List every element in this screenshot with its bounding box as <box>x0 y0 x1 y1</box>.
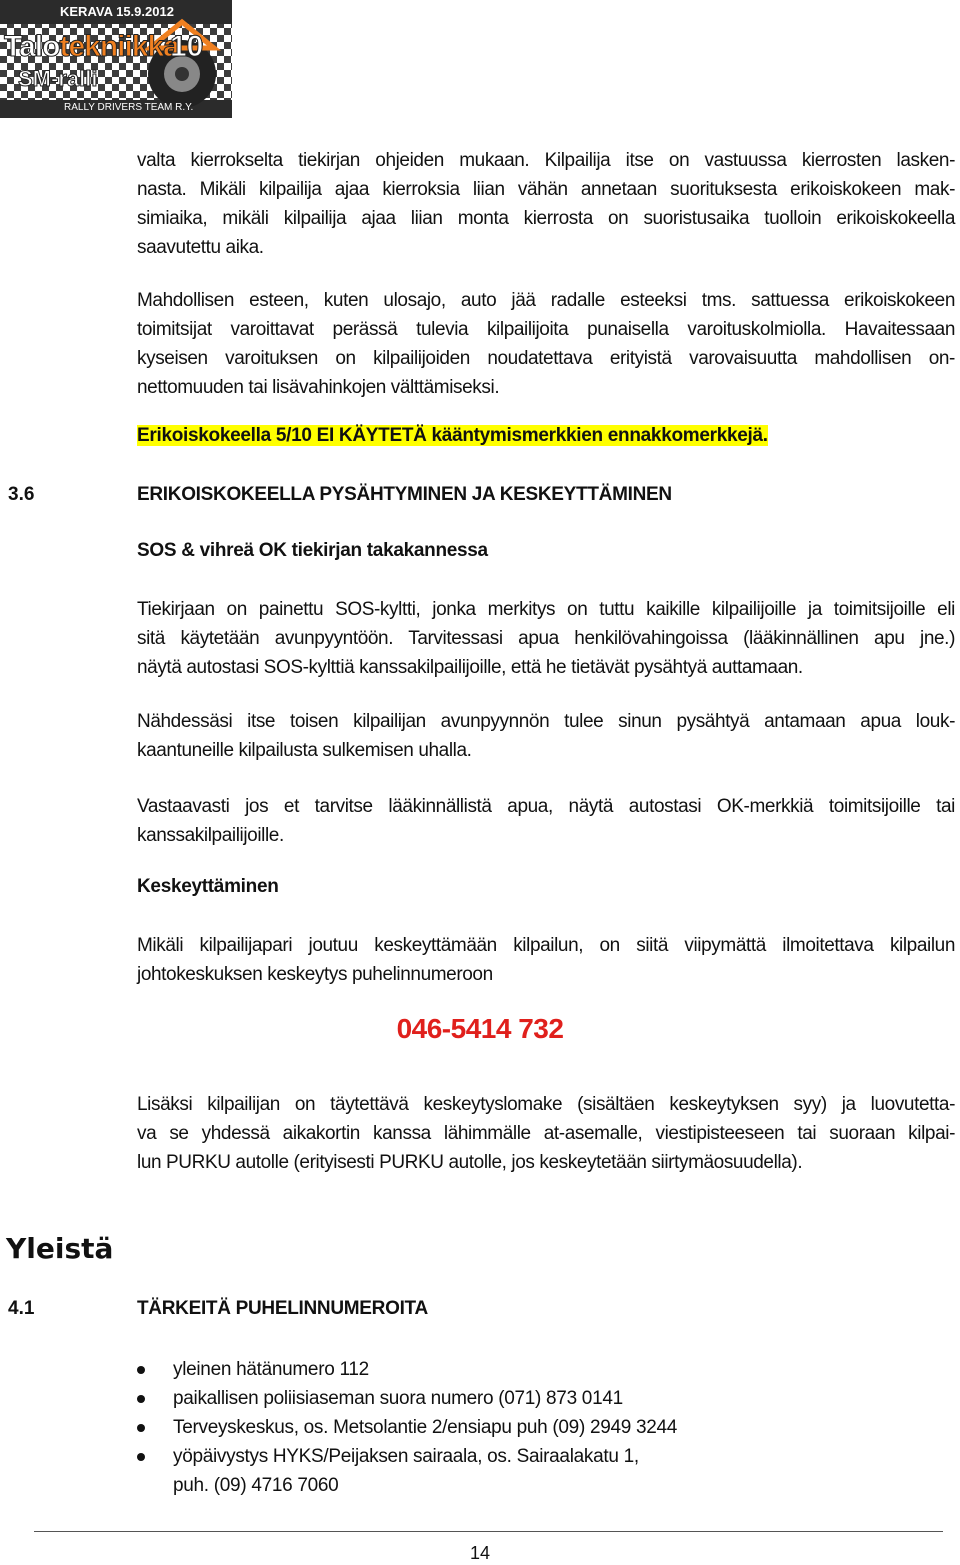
page-number: 14 <box>469 1543 491 1563</box>
intro-paragraph <box>137 146 955 262</box>
footer-divider <box>34 1531 943 1532</box>
list-item: yöpäivystys HYKS/Peijaksen sairaala, os. Sairaalakatu 1, puh. (09) 4716 7060 <box>137 1442 677 1500</box>
text-line: lun PURKU autolle (erityisesti PURKU autolle, jos keskeytetään siirtymäosuudella). <box>137 1152 803 1173</box>
text-line: simiaika, mikäli kilpailija ajaa liian monta kierrosta on suoristusaika tuolloin erikoiskokeella <box>137 208 955 229</box>
text-line: kaantuneille kilpailusta sulkemisen uhalla. <box>137 740 472 761</box>
retire-paragraph <box>137 931 955 989</box>
logo-brand: Talotekniikka <box>4 30 179 63</box>
section-number: 4.1 <box>8 1298 35 1319</box>
text-line: nettomuuden tai lisävahinkojen välttämiseksi. <box>137 377 500 398</box>
bullet-icon <box>137 1366 145 1374</box>
obstacle-paragraph <box>137 286 955 402</box>
text-line: johtokeskuksen keskeytys puhelinnumeroon <box>137 964 493 985</box>
section-title: TÄRKEITÄ PUHELINNUMEROITA <box>137 1298 428 1319</box>
logo-event-date: KERAVA 15.9.2012 <box>60 4 174 19</box>
chapter-heading: Yleistä <box>6 1232 114 1265</box>
highlight-notice: Erikoiskokeella 5/10 EI KÄYTETÄ kääntymismerkkien ennakkomerkkejä. <box>137 425 768 446</box>
text-line: nasta. Mikäli kilpailija ajaa kierroksia liian vähän annetaan suorituksesta erikoiskokeen mak- <box>137 179 955 200</box>
text-line: va se yhdessä aikakortin kanssa lähimmälle at-asemalle, viestipisteeseen tai suoraan kilpai- <box>137 1123 955 1144</box>
event-logo <box>0 0 232 118</box>
text-line: Mikäli kilpailijapari joutuu keskeyttämään kilpailun, on siitä viipymättä ilmoitettava kilpailun <box>137 935 955 956</box>
text-line: saavutettu aika. <box>137 237 264 258</box>
logo-organizer: RALLY DRIVERS TEAM R.Y. <box>64 102 194 113</box>
phone-number-list <box>137 1355 677 1500</box>
text-line: Nähdessäsi itse toisen kilpailijan avunpyynnön tulee sinun pysähtyä antamaan apua louk- <box>137 711 955 732</box>
text-line: kyseisen varoituksen on kilpailijoiden noudatettava erityistä varovaisuutta mahdollisen on- <box>137 348 955 369</box>
text-line: Vastaavasti jos et tarvitse lääkinnällistä apua, näytä autostasi OK-merkkiä toimitsijoille tai <box>137 796 955 817</box>
retire-phone-number: 046-5414 732 <box>396 1013 564 1044</box>
bullet-icon <box>137 1453 145 1461</box>
text-line: Mahdollisen esteen, kuten ulosajo, auto jää radalle esteeksi tms. sattuessa erikoiskokeen <box>137 290 955 311</box>
bullet-icon <box>137 1395 145 1403</box>
list-item: yleinen hätänumero 112 <box>137 1355 677 1384</box>
section-title: ERIKOISKOKEELLA PYSÄHTYMINEN JA KESKEYTTÄMINEN <box>137 484 672 505</box>
list-item: Terveyskeskus, os. Metsolantie 2/ensiapu puh (09) 2949 3244 <box>137 1413 677 1442</box>
text-line: Lisäksi kilpailijan on täytettävä keskeytyslomake (sisältäen keskeytyksen syy) ja luovutetta- <box>137 1094 955 1115</box>
text-line: näytä autostasi SOS-kylttiä kanssakilpailijoille, että he tietävät pysähtyä auttamaan. <box>137 657 803 678</box>
bullet-icon <box>137 1424 145 1432</box>
help-paragraph <box>137 707 955 765</box>
list-item: paikallisen poliisiaseman suora numero (071) 873 0141 <box>137 1384 677 1413</box>
ok-paragraph <box>137 792 955 850</box>
text-line: valta kierrokselta tiekirjan ohjeiden mukaan. Kilpailija itse on vastuussa kierrosten lasken- <box>137 150 955 171</box>
section-number: 3.6 <box>8 484 35 505</box>
text-line: kanssakilpailijoille. <box>137 825 284 846</box>
text-line: toimitsijat varoittavat perässä tulevia kilpailijoita punaisella varoituskolmiolla. Havaitessaan <box>137 319 955 340</box>
keskeyttaminen-heading: Keskeyttäminen <box>137 876 279 897</box>
logo-number: 10 <box>170 30 204 63</box>
text-line: Tiekirjaan on painettu SOS-kyltti, jonka merkitys on tuttu kaikille kilpailijoille ja toimitsijoille eli <box>137 599 955 620</box>
form-paragraph <box>137 1090 955 1177</box>
sos-subheading: SOS & vihreä OK tiekirjan takakannessa <box>137 540 488 561</box>
sos-paragraph <box>137 595 955 682</box>
logo-series: SM-ralli <box>18 66 98 91</box>
text-line: sitä käytetään avunpyyntöön. Tarvitessasi apua henkilövahingoissa (lääkinnällinen apu jne.) <box>137 628 955 649</box>
